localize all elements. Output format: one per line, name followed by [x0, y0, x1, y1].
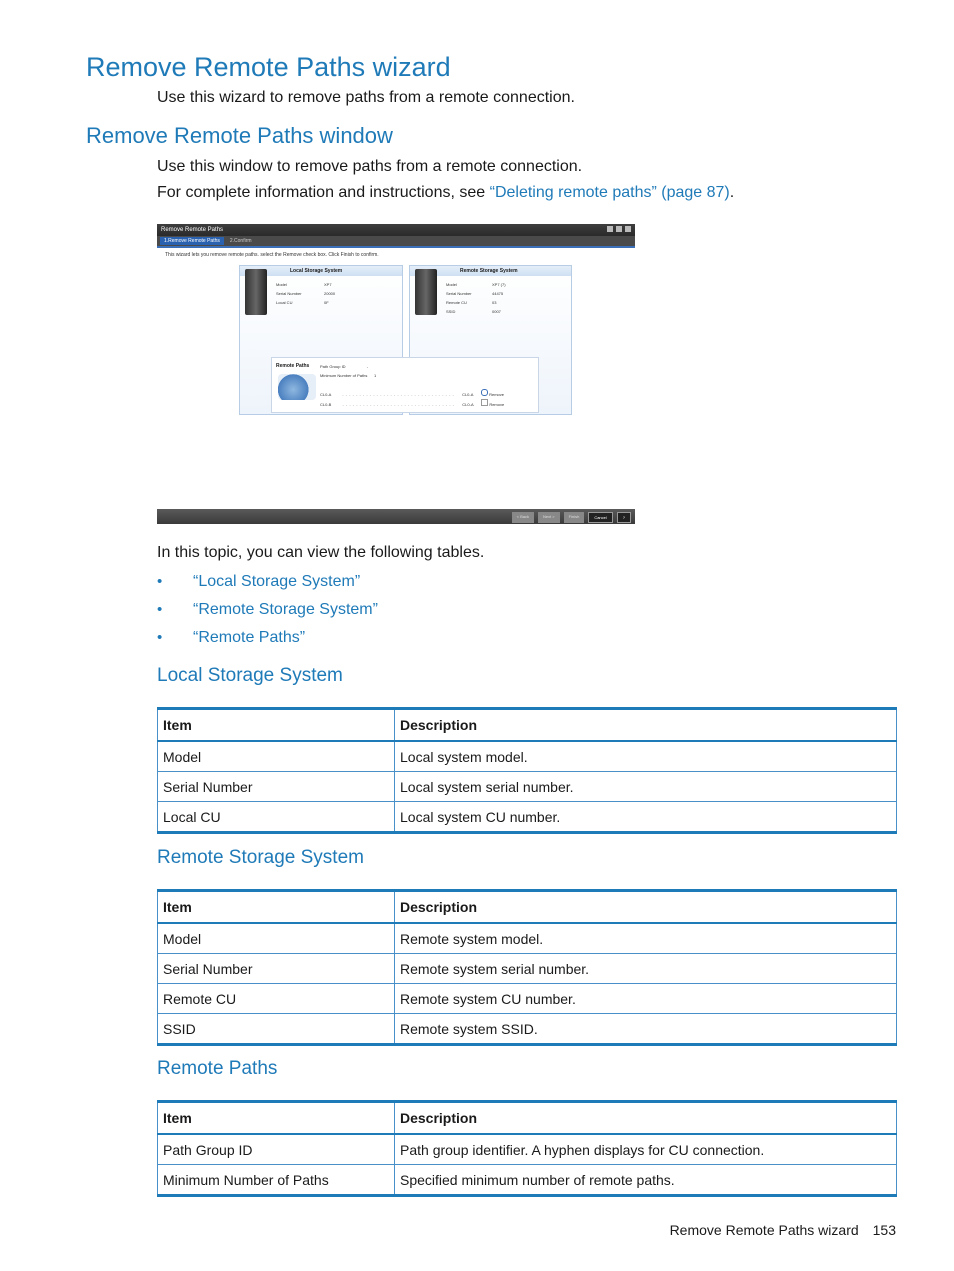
col-item: Item: [158, 1102, 395, 1135]
section-remote-paths-title: Remote Paths: [157, 1058, 278, 1079]
info-line: [157, 184, 734, 202]
wizard-instruction: This wizard lets you remove remote paths. select the Remove check box. Click Finish to confirm.: [165, 252, 379, 258]
step-confirm: 2.Confirm: [229, 238, 252, 244]
path-group-info: Path Group ID - Minimum Number of Paths 1: [320, 364, 377, 378]
table-links: [157, 570, 378, 654]
local-kv-values: XP7 20000 0F: [324, 282, 336, 305]
remote-storage-table: [157, 889, 897, 1046]
page-number: 153: [872, 1222, 896, 1238]
table-row: Path Group ID Path group identifier. A hyphen displays for CU connection.: [158, 1134, 897, 1165]
help-button[interactable]: ?: [617, 512, 631, 523]
pin-icon[interactable]: [607, 226, 613, 232]
remote-paths-box: [271, 357, 539, 413]
window-description: Use this window to remove paths from a remote connection.: [157, 158, 583, 175]
remote-kv-values: XP7 (7) 44475 03 0007: [492, 282, 506, 314]
table-row: Minimum Number of Paths Specified minimum number of remote paths.: [158, 1165, 897, 1196]
finish-button[interactable]: Finish: [564, 512, 585, 523]
wizard-titlebar: [157, 224, 635, 236]
path-row: CL0-A - - - - - - - - - - - - - - - - - - - - - - - - - - - - - - - - - CL0-A Remove: [320, 389, 504, 399]
back-button[interactable]: < Back: [512, 512, 534, 523]
path-row: CL0-B - - - - - - - - - - - - - - - - - - - - - - - - - - - - - - - - - CL0-A Remove: [320, 399, 504, 409]
footer-title: Remove Remote Paths wizard: [669, 1222, 859, 1238]
local-storage-heading: Local Storage System: [240, 266, 402, 276]
info-suffix: .: [729, 184, 735, 201]
section-remote-storage-title: Remote Storage System: [157, 847, 364, 868]
link-remote-paths[interactable]: • “Remote Paths”: [157, 626, 378, 654]
col-description: Description: [395, 709, 897, 742]
deleting-remote-paths-link[interactable]: “Deleting remote paths” (page 87): [489, 184, 730, 201]
storage-icon: [415, 269, 437, 315]
table-row: Remote CU Remote system CU number.: [158, 984, 897, 1014]
table-row: Serial Number Local system serial number.: [158, 772, 897, 802]
table-header-row: [158, 709, 897, 742]
table-row: SSID Remote system SSID.: [158, 1014, 897, 1045]
wizard-footer: [157, 509, 635, 524]
step-remove-paths: 1.Remove Remote Paths: [160, 237, 224, 245]
table-row: Model Remote system model.: [158, 923, 897, 954]
table-row: Serial Number Remote system serial number.: [158, 954, 897, 984]
link-remote-storage-system[interactable]: • “Remote Storage System”: [157, 598, 378, 626]
wizard-buttons: [512, 512, 631, 523]
remote-paths-icon: [278, 374, 316, 400]
col-item: Item: [158, 709, 395, 742]
maximize-icon[interactable]: [616, 226, 622, 232]
window-controls: [607, 226, 631, 232]
path-rows: [320, 389, 504, 409]
remote-paths-heading: Remote Paths: [276, 363, 310, 369]
storage-icon: [245, 269, 267, 315]
page-footer: [670, 1222, 896, 1238]
page-title: Remove Remote Paths wizard: [86, 52, 451, 82]
col-description: Description: [395, 1102, 897, 1135]
intro-text: Use this wizard to remove paths from a remote connection.: [157, 89, 575, 106]
steps-divider: [157, 246, 635, 248]
table-row: Model Local system model.: [158, 741, 897, 772]
wizard-title: Remove Remote Paths: [161, 227, 224, 233]
section-local-storage-title: Local Storage System: [157, 665, 343, 686]
info-prefix: For complete information and instructions, see: [157, 184, 490, 201]
next-button[interactable]: Next >: [538, 512, 560, 523]
link-local-storage-system[interactable]: • “Local Storage System”: [157, 570, 378, 598]
table-header-row: [158, 891, 897, 924]
window-heading: Remove Remote Paths window: [86, 123, 393, 148]
wizard-steps: [157, 236, 635, 246]
wizard-screenshot: [157, 224, 635, 524]
local-kv-labels: Model Serial Number Local CU: [276, 282, 302, 305]
remove-checkbox[interactable]: [481, 399, 488, 406]
col-item: Item: [158, 891, 395, 924]
remote-paths-table: [157, 1100, 897, 1197]
remote-kv-labels: Model Serial Number Remote CU SSID: [446, 282, 472, 314]
local-storage-table: [157, 707, 897, 834]
remove-checkbox[interactable]: [481, 389, 488, 396]
table-header-row: [158, 1102, 897, 1135]
remote-storage-heading: Remote Storage System: [410, 266, 571, 276]
table-row: Local CU Local system CU number.: [158, 802, 897, 833]
tables-intro: In this topic, you can view the following tables.: [157, 544, 485, 561]
close-icon[interactable]: [625, 226, 631, 232]
cancel-button[interactable]: Cancel: [588, 512, 612, 523]
col-description: Description: [395, 891, 897, 924]
